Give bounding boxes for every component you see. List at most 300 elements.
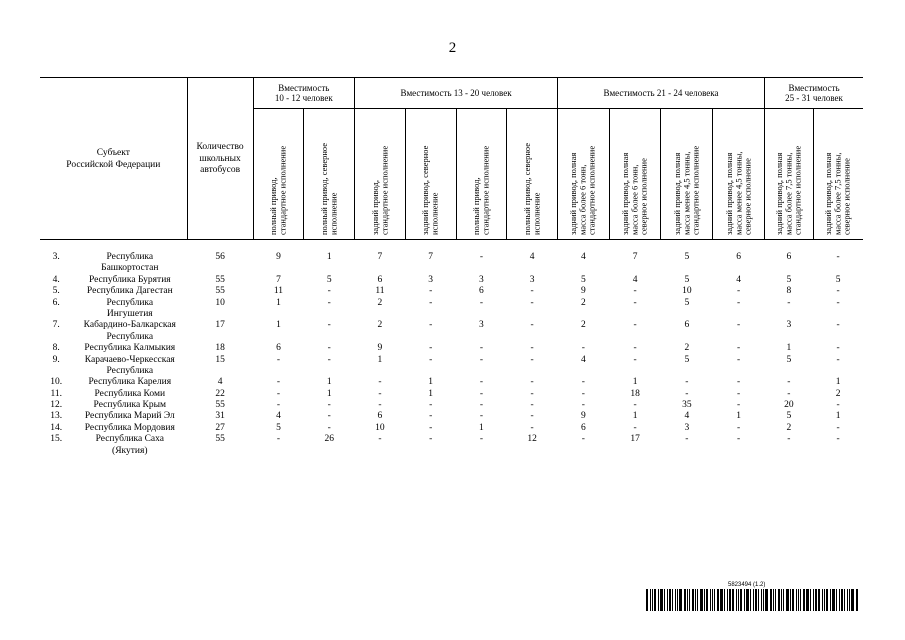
value-cell: 35: [682, 400, 692, 411]
value-cell: 1: [377, 354, 383, 365]
count-header: [187, 78, 253, 240]
value-cell: -: [633, 400, 637, 411]
barcode-bar: [679, 589, 682, 611]
value-cell: -: [429, 434, 433, 445]
value-cell: 1: [326, 377, 332, 388]
barcode-bar: [781, 589, 782, 611]
value-cell: 26: [324, 434, 334, 445]
value-cell: 1: [276, 320, 281, 331]
value-cell: -: [581, 377, 585, 388]
bus-count: 31: [215, 411, 225, 422]
value-cell: -: [836, 320, 840, 331]
barcode-bar: [646, 589, 648, 611]
subcol-label: полный привод, северное исполнение: [521, 142, 542, 235]
table-row: [40, 343, 863, 354]
subcol-header: [253, 109, 304, 240]
subcol-header: [713, 109, 765, 240]
row-number: 12.: [50, 400, 63, 411]
value-cell: 3: [529, 274, 535, 285]
row-number: 15.: [50, 434, 63, 445]
value-cell: -: [327, 286, 331, 297]
region-name: Республика Марий Эл: [84, 411, 175, 422]
value-cell: 8: [786, 286, 792, 297]
value-cell: -: [737, 297, 741, 308]
count-header-label: Количество школьных автобусов: [196, 141, 244, 176]
value-cell: 12: [527, 434, 537, 445]
value-cell: -: [633, 320, 637, 331]
barcode-bar: [824, 589, 825, 611]
subcol-label: задний привод, полная масса менее 4,5 тонны, стандартное исполнение: [671, 145, 701, 235]
table-row: [40, 389, 863, 400]
value-cell: 2: [835, 388, 841, 399]
value-cell: -: [479, 388, 483, 399]
subcol-header: [813, 109, 863, 240]
value-cell: -: [479, 297, 483, 308]
barcode-bar: [758, 589, 759, 611]
barcode-bar: [717, 589, 719, 611]
barcode-bar: [712, 589, 713, 611]
value-cell: 1: [786, 343, 792, 354]
row-number: 5.: [52, 286, 60, 297]
value-cell: -: [327, 343, 331, 354]
row-number: 11.: [50, 388, 62, 399]
subcol-header: [609, 109, 661, 240]
value-cell: 5: [786, 354, 792, 365]
value-cell: 5: [684, 274, 690, 285]
value-cell: -: [836, 343, 840, 354]
value-cell: -: [276, 388, 281, 399]
value-cell: -: [836, 400, 840, 411]
value-cell: -: [530, 320, 534, 331]
value-cell: 6: [276, 343, 281, 354]
value-cell: 10: [375, 422, 385, 433]
subcol-header: [304, 109, 355, 240]
barcode-bar: [849, 589, 850, 611]
region-name: Республика Башкортостан: [72, 240, 187, 275]
value-cell: 1: [428, 377, 434, 388]
value-cell: -: [787, 297, 791, 308]
value-cell: 7: [405, 240, 456, 275]
value-cell: 7: [276, 274, 281, 285]
bus-count: 17: [215, 320, 225, 331]
barcode-bar: [692, 589, 694, 611]
bus-count: 15: [215, 354, 225, 365]
barcode-bar: [810, 589, 811, 611]
value-cell: -: [429, 422, 433, 433]
row-number: 8.: [52, 343, 60, 354]
value-cell: 3: [428, 274, 434, 285]
value-cell: -: [479, 434, 483, 445]
value-cell: -: [327, 354, 331, 365]
table-row: [40, 298, 863, 321]
row-number: 9.: [52, 354, 60, 365]
subcol-label: полный привод, стандартное исполнение: [471, 145, 491, 235]
value-cell: 4: [558, 240, 610, 275]
value-cell: -: [378, 388, 382, 399]
value-cell: -: [429, 400, 433, 411]
table-row: [40, 411, 863, 422]
value-cell: -: [836, 422, 840, 433]
value-cell: -: [581, 388, 585, 399]
region-name: Республика Дагестан: [86, 286, 173, 297]
bus-count: 4: [217, 377, 223, 388]
value-cell: 2: [684, 343, 690, 354]
barcode-bar: [761, 589, 762, 611]
subcol-header: [558, 109, 610, 240]
value-cell: 5: [786, 274, 792, 285]
value-cell: 6: [377, 274, 383, 285]
subcol-header: [405, 109, 456, 240]
value-cell: 2: [580, 320, 586, 331]
value-cell: -: [327, 320, 331, 331]
value-cell: -: [327, 297, 331, 308]
value-cell: 6: [684, 320, 690, 331]
region-name: Республика Мордовия: [84, 422, 175, 433]
barcode-label: 5823494 (1.2): [728, 582, 766, 588]
value-cell: -: [530, 422, 534, 433]
bus-count: 55: [215, 274, 225, 285]
value-cell: -: [633, 354, 637, 365]
value-cell: 6: [377, 411, 383, 422]
barcode-bar: [839, 589, 840, 611]
value-cell: -: [429, 411, 433, 422]
value-cell: -: [378, 377, 382, 388]
value-cell: 20: [784, 400, 794, 411]
value-cell: -: [737, 343, 741, 354]
value-cell: -: [581, 434, 585, 445]
value-cell: -: [429, 354, 433, 365]
value-cell: 2: [786, 422, 792, 433]
value-cell: -: [479, 377, 483, 388]
barcode-image: [646, 589, 864, 611]
value-cell: -: [530, 377, 534, 388]
value-cell: -: [530, 388, 534, 399]
table-row: [40, 377, 863, 388]
value-cell: -: [685, 388, 689, 399]
barcode-bar: [652, 589, 653, 611]
group-label: Вместимость 25 - 31 человек: [785, 82, 843, 103]
value-cell: -: [429, 286, 433, 297]
value-cell: 6: [713, 240, 765, 275]
subcol-label: задний привод, полная масса менее 4,5 тонны, северное исполнение: [723, 151, 753, 235]
value-cell: -: [685, 434, 689, 445]
value-cell: 10: [682, 286, 692, 297]
table-row: [40, 320, 863, 343]
barcode-bar: [660, 589, 663, 611]
barcode-bar: [851, 589, 854, 611]
value-cell: -: [836, 286, 840, 297]
barcode-bar: [684, 589, 686, 611]
value-cell: 3: [786, 320, 792, 331]
value-cell: 4: [507, 240, 558, 275]
barcode-bar: [847, 589, 848, 611]
barcode-bar: [714, 589, 715, 611]
value-cell: -: [530, 354, 534, 365]
subcol-header: [765, 109, 814, 240]
value-cell: -: [276, 377, 281, 388]
value-cell: 1: [632, 411, 638, 422]
table-row: [40, 240, 863, 275]
value-cell: 9: [580, 286, 586, 297]
bus-count: 55: [215, 400, 225, 411]
barcode-bar: [765, 589, 768, 611]
value-cell: 11: [375, 286, 385, 297]
barcode-bar: [841, 589, 843, 611]
barcode-bar: [738, 589, 739, 611]
value-cell: 4: [276, 411, 281, 422]
barcode-bar: [775, 589, 776, 611]
value-cell: -: [836, 297, 840, 308]
barcode-bar: [736, 589, 737, 611]
region-name: Республика Бурятия: [88, 274, 171, 285]
group-header-25-31: [765, 78, 864, 109]
school-bus-table: [40, 77, 863, 457]
barcode-bar: [815, 589, 817, 611]
bus-count: 22: [215, 388, 225, 399]
subcol-label: задний привод, полная масса более 6 тонн, стандартное исполнение: [568, 145, 598, 235]
barcode-bar: [770, 589, 772, 611]
subcol-label: задний привод, стандартное исполнение: [369, 145, 389, 235]
value-cell: -: [530, 400, 534, 411]
barcode-bar: [773, 589, 774, 611]
value-cell: -: [327, 422, 331, 433]
row-number: 6.: [52, 297, 60, 308]
barcode-bar: [687, 589, 688, 611]
value-cell: 4: [580, 354, 586, 365]
value-cell: 5: [276, 422, 281, 433]
value-cell: 4: [632, 274, 638, 285]
subject-header-label: Субъект Российской Федерации: [66, 147, 161, 170]
barcode-bar: [763, 589, 764, 611]
value-cell: 17: [630, 434, 640, 445]
barcode-bar: [724, 589, 725, 611]
bus-count: 27: [215, 422, 225, 433]
value-cell: 4: [736, 274, 741, 285]
value-cell: -: [479, 411, 483, 422]
region-name: Республика Саха (Якутия): [95, 434, 164, 456]
barcode-bar: [830, 589, 831, 611]
barcode-bar: [650, 589, 651, 611]
value-cell: -: [429, 320, 433, 331]
region-name: Республика Коми: [94, 388, 166, 399]
value-cell: -: [836, 434, 840, 445]
subcol-label: задний привод, полная масса более 7,5 тонны, стандартное исполнение: [773, 145, 803, 235]
value-cell: 7: [609, 240, 661, 275]
row-number: 3.: [40, 240, 72, 275]
barcode-bar: [697, 589, 698, 611]
barcode-bar: [732, 589, 734, 611]
value-cell: -: [737, 388, 741, 399]
group-label: Вместимость 10 - 12 человек: [274, 82, 333, 103]
bus-count: 55: [215, 286, 225, 297]
value-cell: -: [530, 297, 534, 308]
value-cell: 1: [835, 377, 841, 388]
barcode-bar: [695, 589, 696, 611]
barcode-bar: [654, 589, 656, 611]
barcode-bar: [792, 589, 794, 611]
page-number: 2: [448, 40, 457, 56]
value-cell: 9: [580, 411, 586, 422]
value-cell: -: [737, 400, 741, 411]
subcol-header: [456, 109, 507, 240]
region-name: Республика Карелия: [88, 377, 172, 388]
value-cell: -: [530, 411, 534, 422]
barcode-bar: [706, 589, 708, 611]
value-cell: -: [378, 400, 382, 411]
barcode-bar: [783, 589, 784, 611]
barcode-bar: [822, 589, 823, 611]
value-cell: -: [327, 400, 331, 411]
value-cell: 1: [304, 240, 355, 275]
barcode-bar: [790, 589, 791, 611]
value-cell: 5: [580, 274, 586, 285]
barcode-bar: [803, 589, 805, 611]
value-cell: 4: [684, 411, 690, 422]
value-cell: -: [787, 388, 791, 399]
table-row: [40, 434, 863, 457]
value-cell: -: [456, 240, 507, 275]
value-cell: 1: [428, 388, 434, 399]
row-number: 14.: [50, 422, 63, 433]
region-name: Республика Крым: [93, 400, 167, 411]
value-cell: -: [737, 354, 741, 365]
subcol-header: [355, 109, 406, 240]
value-cell: -: [737, 286, 741, 297]
value-cell: -: [813, 240, 863, 275]
subcol-label: задний привод, полная масса более 6 тонн, северное исполнение: [620, 152, 649, 235]
value-cell: -: [737, 377, 741, 388]
barcode-bar: [744, 589, 745, 611]
barcode-bar: [836, 589, 837, 611]
value-cell: 9: [377, 343, 383, 354]
value-cell: -: [276, 434, 281, 445]
value-cell: 6: [580, 422, 586, 433]
value-cell: 2: [377, 320, 383, 331]
barcode-bar: [778, 589, 780, 611]
value-cell: 2: [377, 297, 383, 308]
barcode-bar: [740, 589, 742, 611]
table-row: [40, 423, 863, 434]
value-cell: 1: [835, 411, 841, 422]
subcol-header: [507, 109, 558, 240]
value-cell: 6: [765, 240, 814, 275]
value-cell: 18: [630, 388, 640, 399]
table-row: [40, 355, 863, 378]
value-cell: 1: [479, 422, 484, 433]
barcode-bar: [755, 589, 757, 611]
barcode-bar: [710, 589, 711, 611]
barcode-bar: [786, 589, 789, 611]
subcol-label: задний привод, северное исполнение: [420, 145, 440, 235]
value-cell: -: [429, 343, 433, 354]
subcol-header: [661, 109, 713, 240]
region-name: Республика Ингушетия: [106, 297, 154, 319]
value-cell: -: [530, 286, 534, 297]
value-cell: 5: [684, 354, 690, 365]
table-body: [40, 240, 863, 458]
barcode-bar: [658, 589, 659, 611]
value-cell: -: [737, 434, 741, 445]
row-number: 10.: [50, 377, 63, 388]
barcode-bar: [727, 589, 728, 611]
barcode-bar: [677, 589, 678, 611]
value-cell: -: [633, 297, 637, 308]
table-row: [40, 286, 863, 297]
barcode-bar: [675, 589, 676, 611]
value-cell: -: [633, 422, 637, 433]
bus-count: 56: [187, 240, 253, 275]
group-label: Вместимость 21 - 24 человека: [603, 87, 719, 98]
value-cell: -: [581, 400, 585, 411]
value-cell: -: [479, 354, 483, 365]
value-cell: 11: [273, 286, 284, 297]
value-cell: -: [633, 286, 637, 297]
value-cell: 1: [736, 411, 741, 422]
barcode-bar: [798, 589, 799, 611]
barcode-bar: [667, 589, 668, 611]
row-number: 13.: [50, 411, 63, 422]
value-cell: -: [327, 411, 331, 422]
value-cell: -: [429, 297, 433, 308]
bus-count: 18: [215, 343, 225, 354]
value-cell: 5: [786, 411, 792, 422]
subcol-label: задний привод, полная масса более 7,5 тонны, северное исполнение: [823, 152, 853, 235]
value-cell: 3: [684, 422, 690, 433]
bus-count: 55: [215, 434, 225, 445]
barcode-bar: [832, 589, 835, 611]
barcode-bar: [729, 589, 731, 611]
value-cell: 9: [253, 240, 304, 275]
barcode-bar: [704, 589, 705, 611]
row-number: 4.: [52, 274, 60, 285]
value-cell: 3: [479, 274, 484, 285]
value-cell: -: [787, 434, 791, 445]
value-cell: -: [685, 377, 689, 388]
subcol-label: полный привод, северное исполнение: [318, 142, 339, 235]
value-cell: 5: [326, 274, 332, 285]
barcode-bar: [818, 589, 820, 611]
group-header-10-12: [253, 78, 354, 109]
table-row: [40, 400, 863, 411]
group-header-13-20: [355, 78, 558, 109]
value-cell: -: [633, 343, 637, 354]
region-name: Республика Калмыкия: [84, 343, 176, 354]
region-name: Карачаево-Черкесская Республика: [84, 354, 175, 376]
barcode-bar: [856, 589, 858, 611]
barcode-bar: [672, 589, 673, 611]
barcode-bar: [796, 589, 797, 611]
barcode-bar: [844, 589, 845, 611]
value-cell: -: [479, 343, 483, 354]
value-cell: 2: [580, 297, 586, 308]
value-cell: 5: [661, 240, 713, 275]
barcode-bar: [826, 589, 828, 611]
value-cell: -: [836, 354, 840, 365]
barcode-bar: [806, 589, 809, 611]
value-cell: 3: [479, 320, 484, 331]
barcode-bar: [753, 589, 754, 611]
barcode-bar: [669, 589, 671, 611]
value-cell: -: [530, 343, 534, 354]
value-cell: -: [737, 422, 741, 433]
row-number: 7.: [52, 320, 60, 331]
value-cell: -: [581, 343, 585, 354]
barcode-bar: [746, 589, 749, 611]
value-cell: -: [737, 320, 741, 331]
barcode-bar: [689, 589, 690, 611]
value-cell: -: [276, 400, 281, 411]
value-cell: 7: [355, 240, 406, 275]
